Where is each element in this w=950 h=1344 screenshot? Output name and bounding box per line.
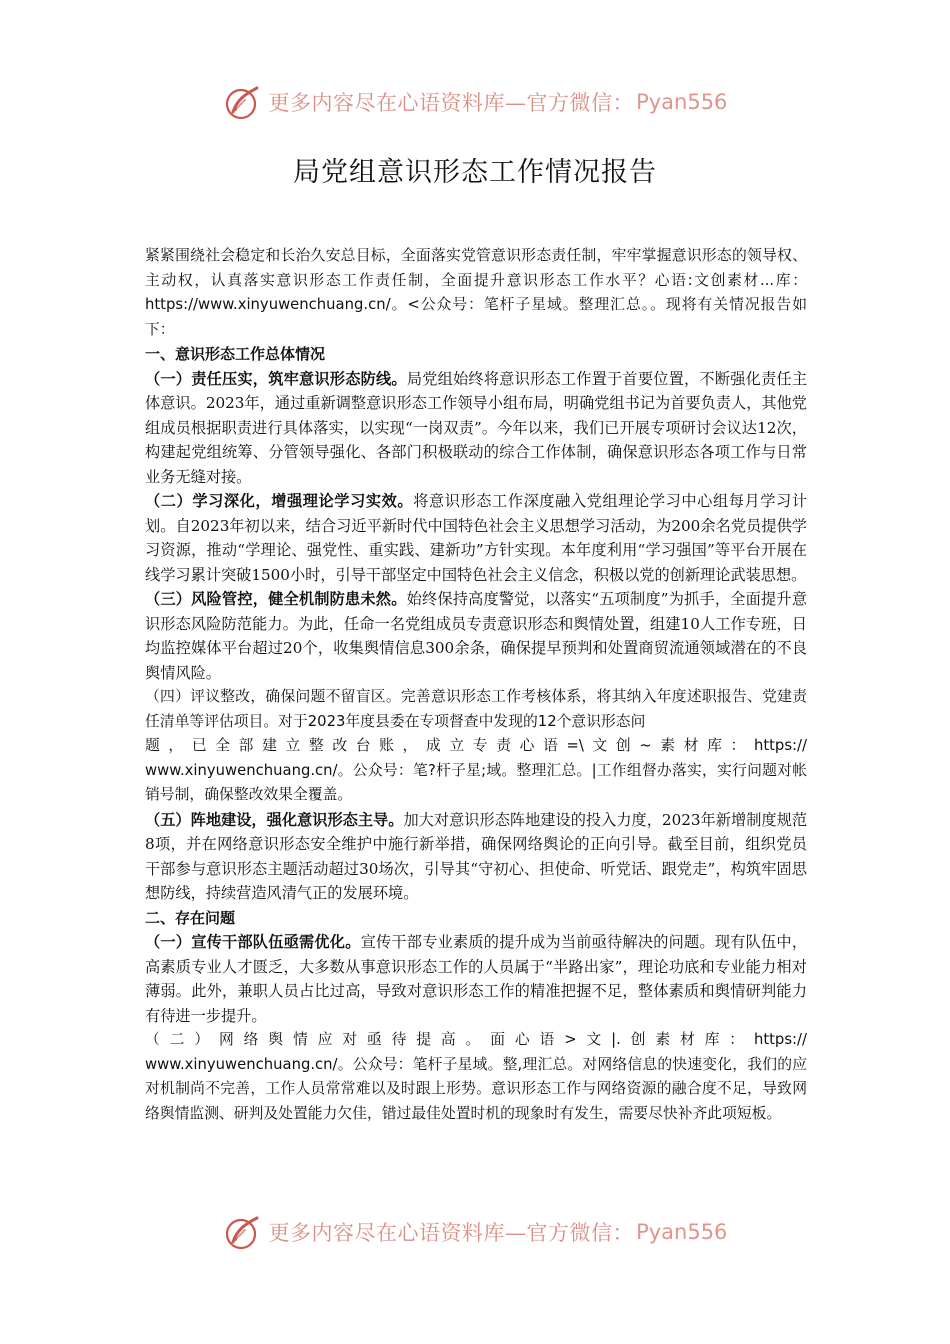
- paragraph-1-4c: www.xinyuwenchuang.cn/。公众号：笔?杆子星;域。整理汇总。|工作组督办落实，实行问题对帐销号制，确保整改效果全覆盖。: [145, 761, 807, 803]
- document-body: [145, 244, 807, 1126]
- brand-logo-icon: [223, 82, 263, 122]
- paragraph-1-2-heading: （二）学习深化，增强理论学习实效。: [145, 492, 414, 510]
- paragraph-1-5-text: 加大对意识形态阵地建设的投入力度，2023年新增制度规范8项，并在网络意识形态安全维护中施行新举措，确保网络舆论的正向引导。截至目前，组织党员干部参与意识形态主题活动超过30场次，引导其“守初心、担使命、听党话、跟党走”，构筑牢固思想防线，持续营造风清气正的发展环境。: [145, 810, 808, 902]
- paragraph-2-1-text: 宣传干部专业素质的提升成为当前亟待解决的问题。现有队伍中，高素质专业人才匮乏，大多数从事意识形态工作的人员属于“半路出家”，理论功底和专业能力相对薄弱。此外，兼职人员占比过高，导致对意识形态工作的精准把握不足，整体素质和舆情研判能力有待进一步提升。: [145, 933, 808, 1025]
- paragraph-2-2a: （二）网络舆情应对亟待提高。面心语>文|.创素材库：https://: [145, 1031, 807, 1048]
- banner-text: 更多内容尽在心语资料库—官方微信：: [268, 1221, 635, 1245]
- paragraph-1-5: [145, 808, 807, 906]
- paragraph-1-3-text: 始终保持高度警觉，以落实“五项制度”为抓手，全面提升意识形态风险防范能力。为此，任命一名党组成员专责意识形态和舆情处置，组建10人工作专班，日均监控媒体平台超过20个，收集舆情信息300余条，确保提早预判和处置商贸流通领域潜在的不良舆情风险。: [145, 590, 808, 682]
- paragraph-1-1-text: 局党组始终将意识形态工作置于首要位置，不断强化责任主体意识。2023年，通过重新调整意识形态工作领导小组布局，明确党组书记为首要负责人，其他党组成员根据职责进行具体落实，以实现“一岗双责”。今年以来，我们已开展专项研讨会议达12次，构建起党组统筹、分管领导强化、各部门积极联动的综合工作体制，确保意识形态各项工作与日常业务无缝对接。: [145, 369, 808, 486]
- paragraph-2-2b: www.xinyuwenchuang.cn/。公众号：笔杆子星域。整,理汇总。对网络信息的快速变化，我们的应对机制尚不完善，工作人员常常难以及时跟上形势。意识形态工作与网络资源的融合度不足，导致网络舆情监测、研判及处置能力欠佳，错过最佳处置时机的现象时有发生，需要尽快补齐此项短板。: [145, 1055, 807, 1122]
- paragraph-1-2: [145, 489, 807, 587]
- paragraph-1-2-text: 将意识形态工作深度融入党组理论学习中心组每月学习计划。自2023年初以来，结合习近平新时代中国特色社会主义思想学习活动，为200余名党员提供学习资源，推动“学理论、强党性、重实践、建新功”方针实现。本年度利用“学习强国”等平台开展在线学习累计突破1500小时，引导干部坚定中国特色社会主义信念，积极以党的创新理论武装思想。: [145, 492, 808, 584]
- banner-wechat-id: Pyan556: [636, 90, 728, 114]
- footer-banner: [0, 1210, 950, 1254]
- paragraph-1-3-heading: （三）风险管控，健全机制防患未然。: [145, 590, 407, 608]
- brand-logo-icon: [223, 1212, 263, 1252]
- banner-wechat-id: Pyan556: [636, 1220, 728, 1244]
- page-title: 局党组意识形态工作情况报告: [293, 157, 657, 188]
- paragraph-1-5-heading: （五）阵地建设，强化意识形态主导。: [145, 810, 404, 829]
- paragraph-1-1-heading: （一）责任压实，筑牢意识形态防线。: [145, 369, 407, 388]
- banner-text: 更多内容尽在心语资料库—官方微信：: [268, 91, 635, 115]
- paragraph-2-1-heading: （一）宣传干部队伍亟需优化。: [145, 933, 361, 951]
- paragraph-1-3: [145, 587, 807, 685]
- paragraph-1-1: [145, 367, 807, 490]
- header-banner: [0, 80, 950, 124]
- section-heading-2: 二、存在问题: [145, 908, 236, 927]
- section-heading-1: 一、意识形态工作总体情况: [145, 345, 326, 363]
- paragraph-1-4a: （四）评议整改，确保问题不留盲区。完善意识形态工作考核体系，将其纳入年度述职报告、党建责任清单等评估项目。对于2023年度县委在专项督查中发现的12个意识形态问: [145, 688, 807, 730]
- paragraph-1-4b: 题，已全部建立整改台账，成立专责心语=\文创~素材库：https://: [145, 737, 807, 754]
- intro-paragraph: 紧紧围绕社会稳定和长治久安总目标，全面落实党管意识形态责任制，牢牢掌握意识形态的领导权、主动权，认真落实意识形态工作责任制，全面提升意识形态工作水平？心语:文创素材...库：https://www.xinyuwenchuang.cn/。<公众号：笔杆子星域。整理汇总。。现将有关情况报告如下：: [145, 247, 807, 338]
- paragraph-2-1: [145, 930, 807, 1028]
